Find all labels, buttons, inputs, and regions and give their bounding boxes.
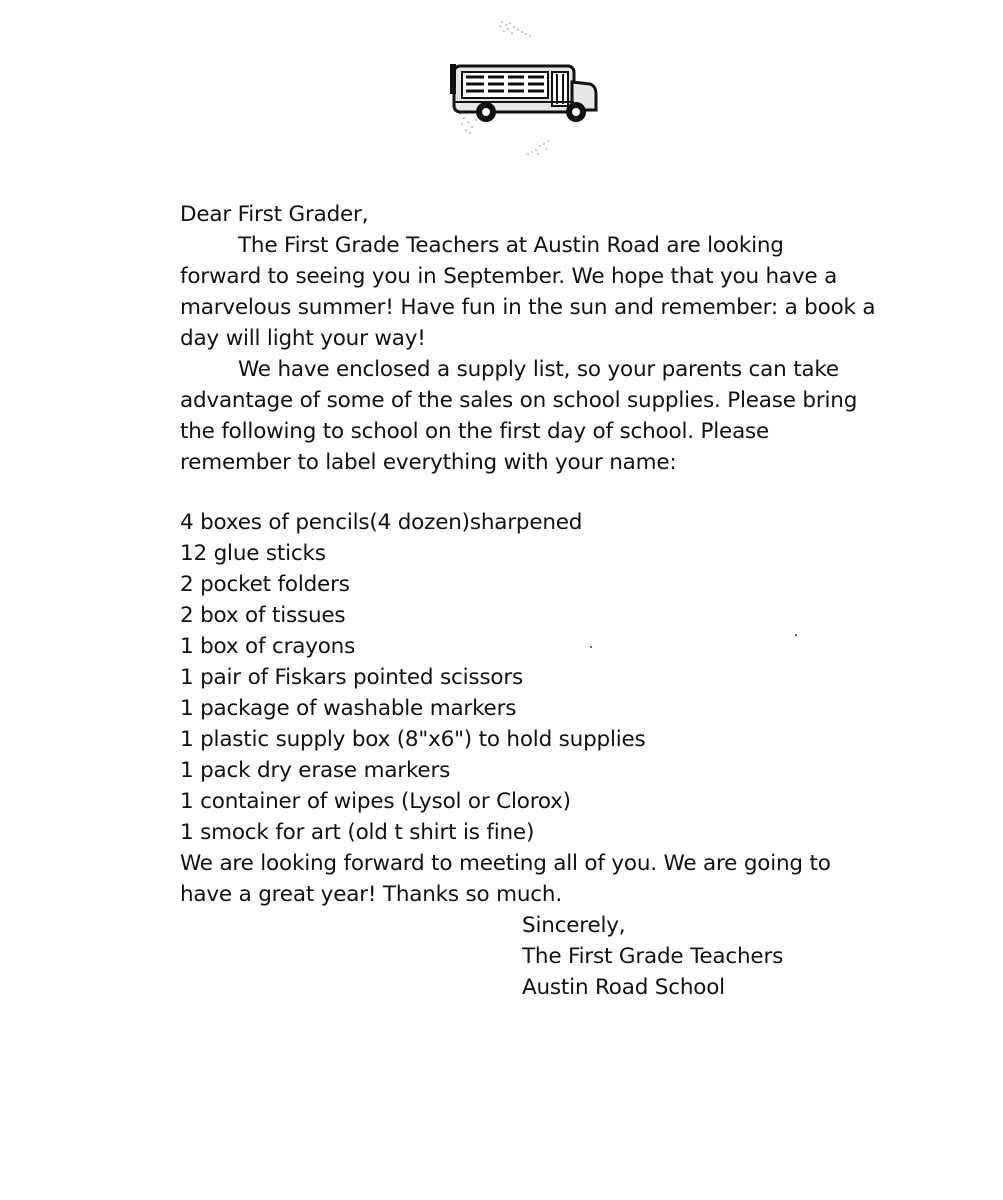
signature-school: Austin Road School <box>522 975 725 1000</box>
supply-item: 1 pack dry erase markers <box>180 758 451 783</box>
paragraph2-line-1: We have enclosed a supply list, so your parents can take <box>238 357 839 382</box>
supply-item: 1 smock for art (old t shirt is fine) <box>180 820 535 845</box>
supply-item: 12 glue sticks <box>180 541 326 566</box>
closing-line-2: have a great year! Thanks so much. <box>180 882 562 907</box>
bus-rear-bumper <box>450 64 456 94</box>
closing-line-1: We are looking forward to meeting all of you. We are going to <box>180 851 831 876</box>
school-bus-icon <box>440 14 608 164</box>
salutation: Dear First Grader, <box>180 202 369 227</box>
paragraph2-line-2: advantage of some of the sales on school supplies. Please bring <box>180 388 858 413</box>
paragraph1-line-3: marvelous summer! Have fun in the sun and remember: a book a <box>180 295 876 320</box>
supply-item: 1 pair of Fiskars pointed scissors <box>180 665 523 690</box>
supply-item: 1 package of washable markers <box>180 696 517 721</box>
signature-teachers: The First Grade Teachers <box>522 944 784 969</box>
supply-item: 4 boxes of pencils(4 dozen)sharpened <box>180 510 583 535</box>
supply-item: 2 pocket folders <box>180 572 350 597</box>
paragraph2-line-4: remember to label everything with your name: <box>180 450 677 475</box>
signature-sincerely: Sincerely, <box>522 913 626 938</box>
supply-item: 2 box of tissues <box>180 603 346 628</box>
paragraph1-line-2: forward to seeing you in September. We hope that you have a <box>180 264 838 289</box>
bus-door <box>552 72 568 106</box>
supply-item: 1 plastic supply box (8"x6") to hold supplies <box>180 727 646 752</box>
supply-item: 1 box of crayons <box>180 634 356 659</box>
scan-speck <box>795 634 797 636</box>
scan-speck <box>590 646 592 648</box>
supply-item: 1 container of wipes (Lysol or Clorox) <box>180 789 571 814</box>
paragraph1-line-4: day will light your way! <box>180 326 426 351</box>
paragraph2-line-3: the following to school on the first day of school. Please <box>180 419 770 444</box>
paragraph1-line-1: The First Grade Teachers at Austin Road are looking <box>238 233 784 258</box>
